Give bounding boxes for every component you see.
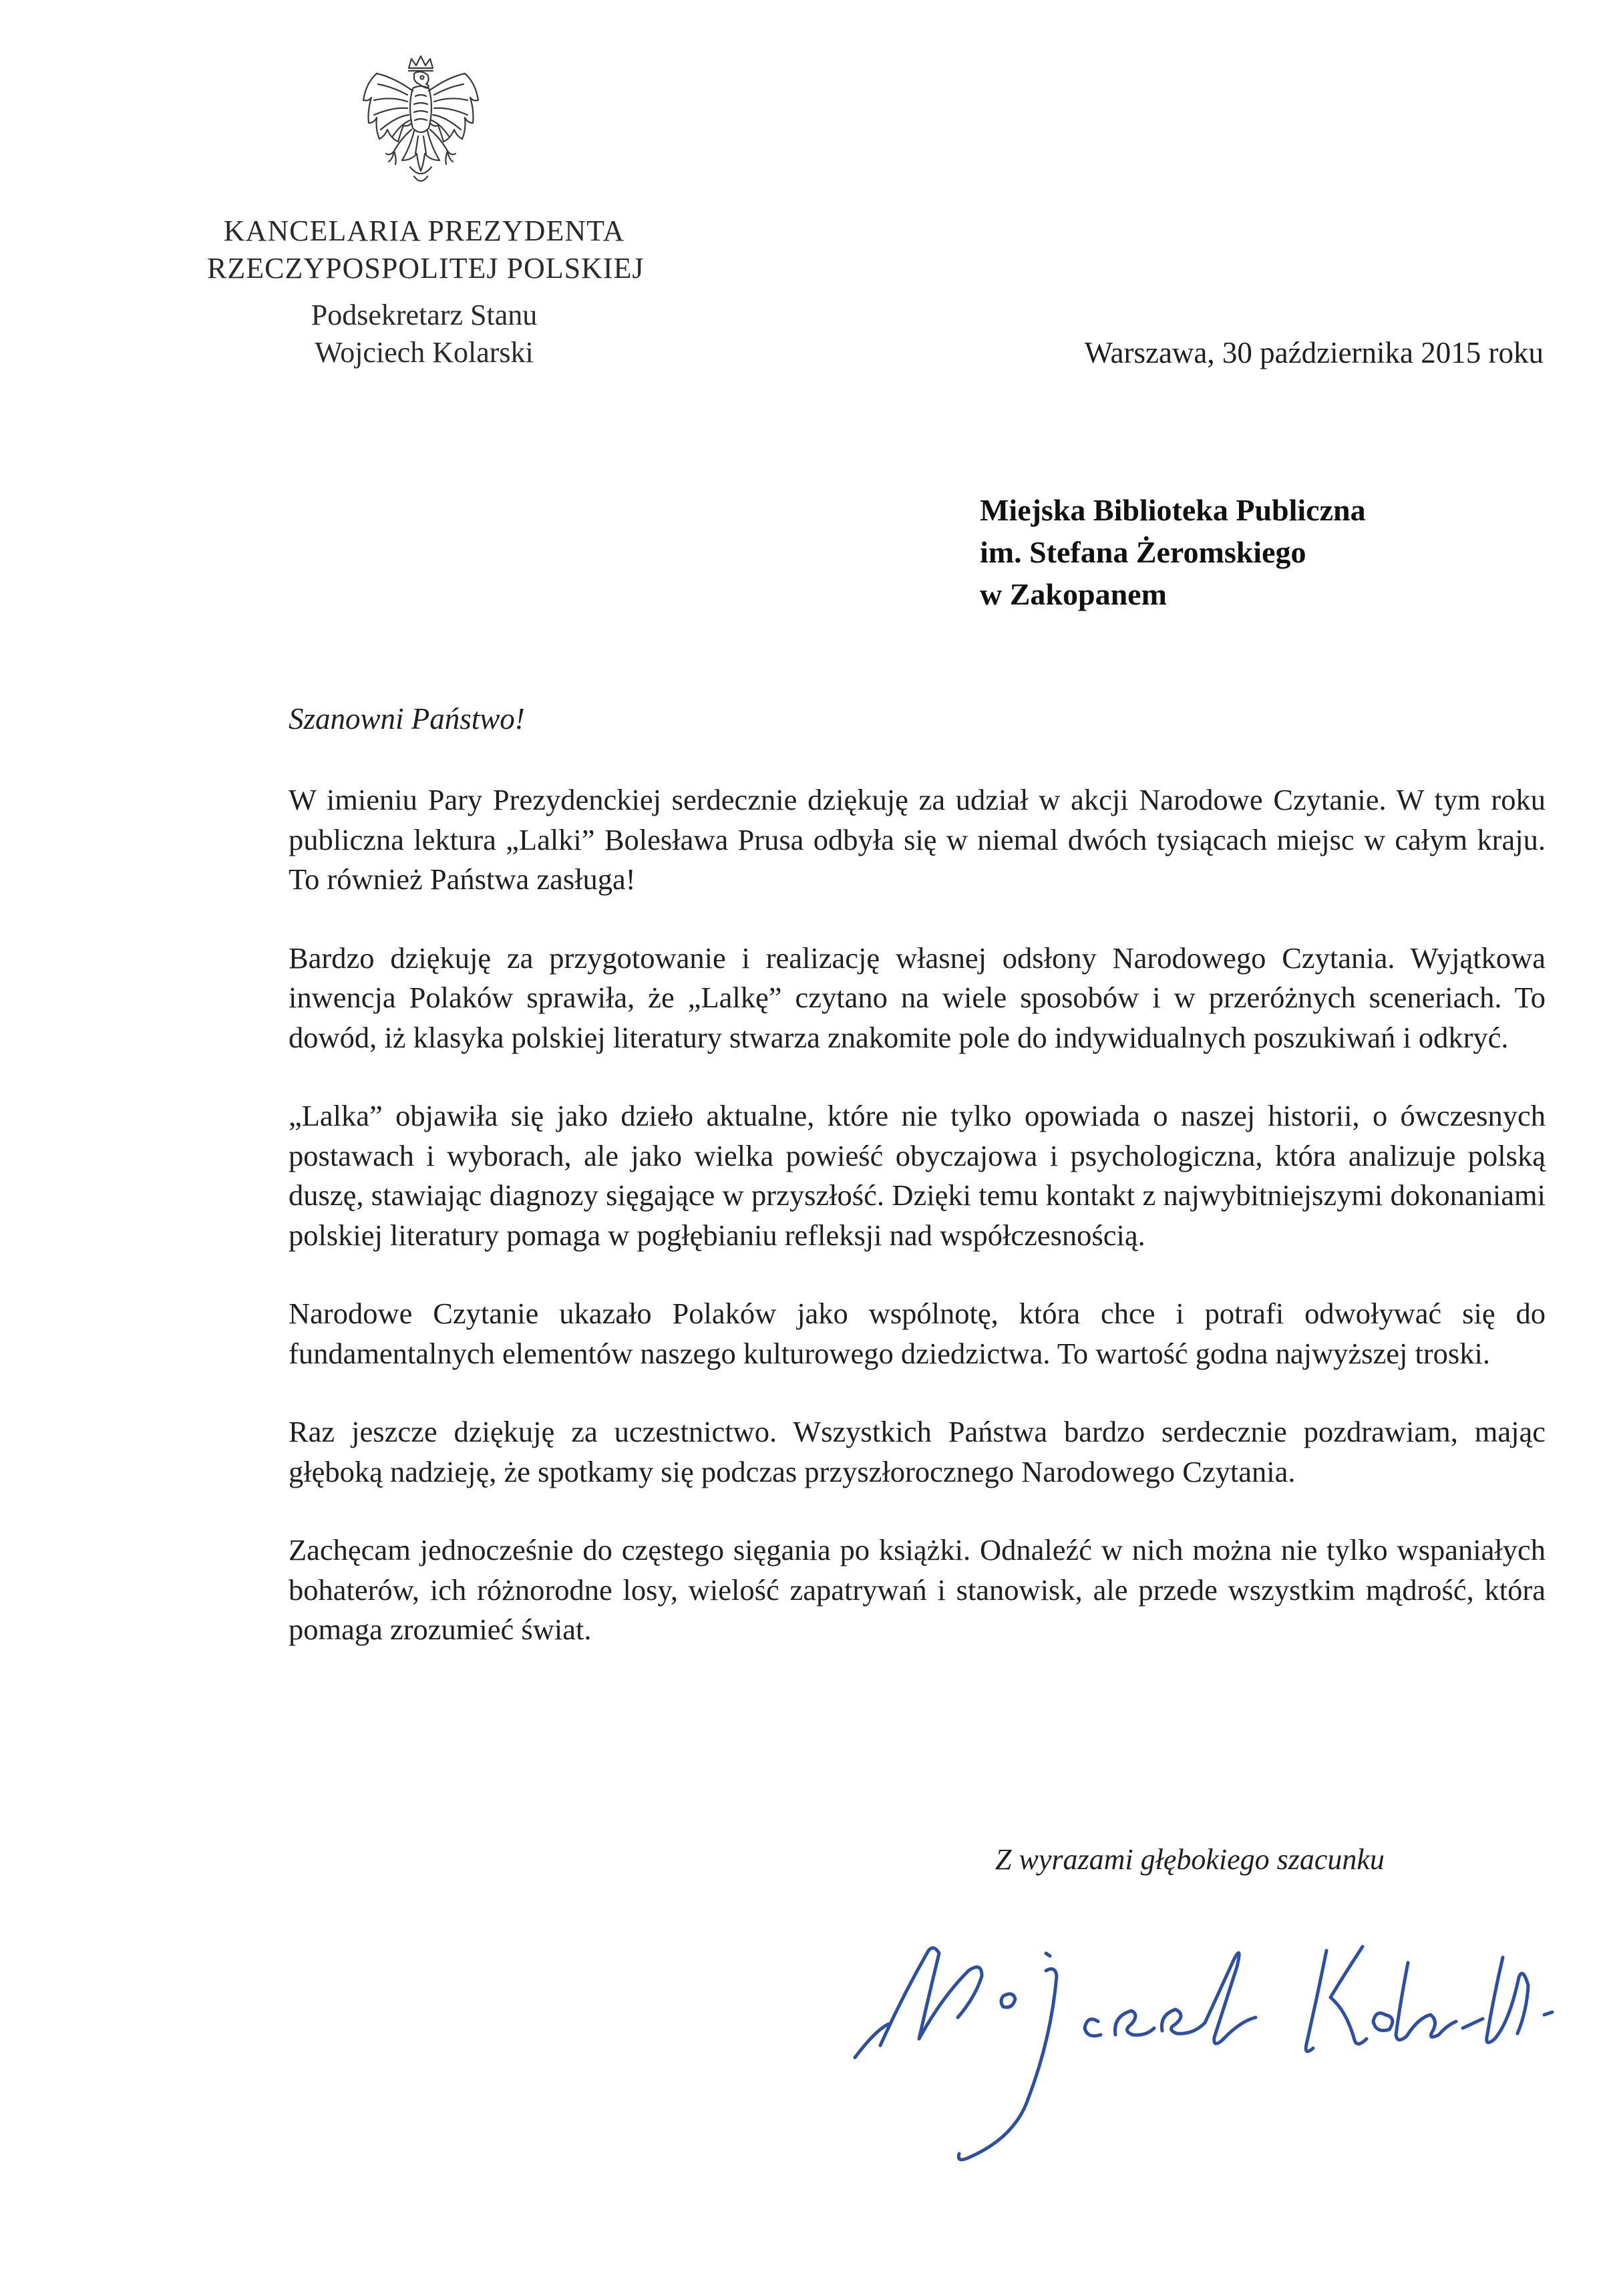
recipient-address [980, 489, 1366, 615]
paragraph: Narodowe Czytanie ukazało Polaków jako wspólnotę, która chce i potrafi odwoływać się do fundamentalnych elementów naszego kulturowego dziedzictwa. To wartość godna najwyższej troski. [289, 1297, 1546, 1370]
office-header [207, 212, 645, 287]
sender-name: Wojciech Kolarski [315, 336, 534, 369]
polish-eagle-emblem-icon [354, 53, 488, 194]
office-line-2: RZECZYPOSPOLITEJ POLSKIEJ [207, 252, 645, 285]
recipient-line-1: Miejska Biblioteka Publiczna [980, 493, 1366, 527]
letter-body [289, 780, 1546, 1689]
recipient-line-2: im. Stefana Żeromskiego [980, 535, 1306, 569]
sender-title: Podsekretarz Stanu [311, 299, 538, 331]
sender-block [207, 297, 641, 371]
paragraph: Raz jeszcze dziękuję za uczestnictwo. Wszystkich Państwa bardzo serdecznie pozdrawiam, mając głęboką nadzieję, że spotkamy się podczas przyszłorocznego Narodowego Czytania. [289, 1415, 1546, 1488]
closing-phrase: Z wyrazami głębokiego szacunku [995, 1843, 1385, 1876]
paragraph: Bardzo dziękuję za przygotowanie i realizację własnej odsłony Narodowego Czytania. Wyjątkowa inwencja Polaków sprawiła, że „Lalkę” czytano na wiele sposobów i w przeróżnych sceneriach. To dowód, iż klasyka polskiej literatury stwarza znakomite pole do indywidualnych poszukiwań i odkryć. [289, 941, 1546, 1054]
paragraph: „Lalka” objawiła się jako dzieło aktualne, które nie tylko opowiada o naszej historii, o ówczesnych postawach i wyborach, ale jako wielka powieść obyczajowa i psychologiczna, która analizuje polską duszę, stawiając diagnozy sięgające w przyszłość. Dzięki temu kontakt z najwybitniejszymi dokonaniami polskiej literatury pomaga w pogłębianiu refleksji nad współczesnością. [289, 1099, 1546, 1252]
paragraph: Zachęcam jednocześnie do częstego sięgania po książki. Odnaleźć w nich można nie tylko wspaniałych bohaterów, ich różnorodne losy, wielość zapatrywań i stanowisk, ale przede wszystkim mądrość, która pomaga zrozumieć świat. [289, 1533, 1546, 1646]
recipient-line-3: w Zakopanem [980, 577, 1167, 611]
office-line-1: KANCELARIA PREZYDENTA [223, 214, 625, 247]
paragraph: W imieniu Pary Prezydenckiej serdecznie dziękuję za udział w akcji Narodowe Czytanie. W tym roku publiczna lektura „Lalki” Bolesława Prusa odbyła się w niemal dwóch tysiącach miejsc w całym kraju. To również Państwa zasługa! [289, 783, 1546, 896]
handwritten-signature-icon [815, 1897, 1576, 2178]
letter-date: Warszawa, 30 października 2015 roku [1084, 336, 1544, 369]
salutation: Szanowni Państwo! [289, 702, 525, 735]
